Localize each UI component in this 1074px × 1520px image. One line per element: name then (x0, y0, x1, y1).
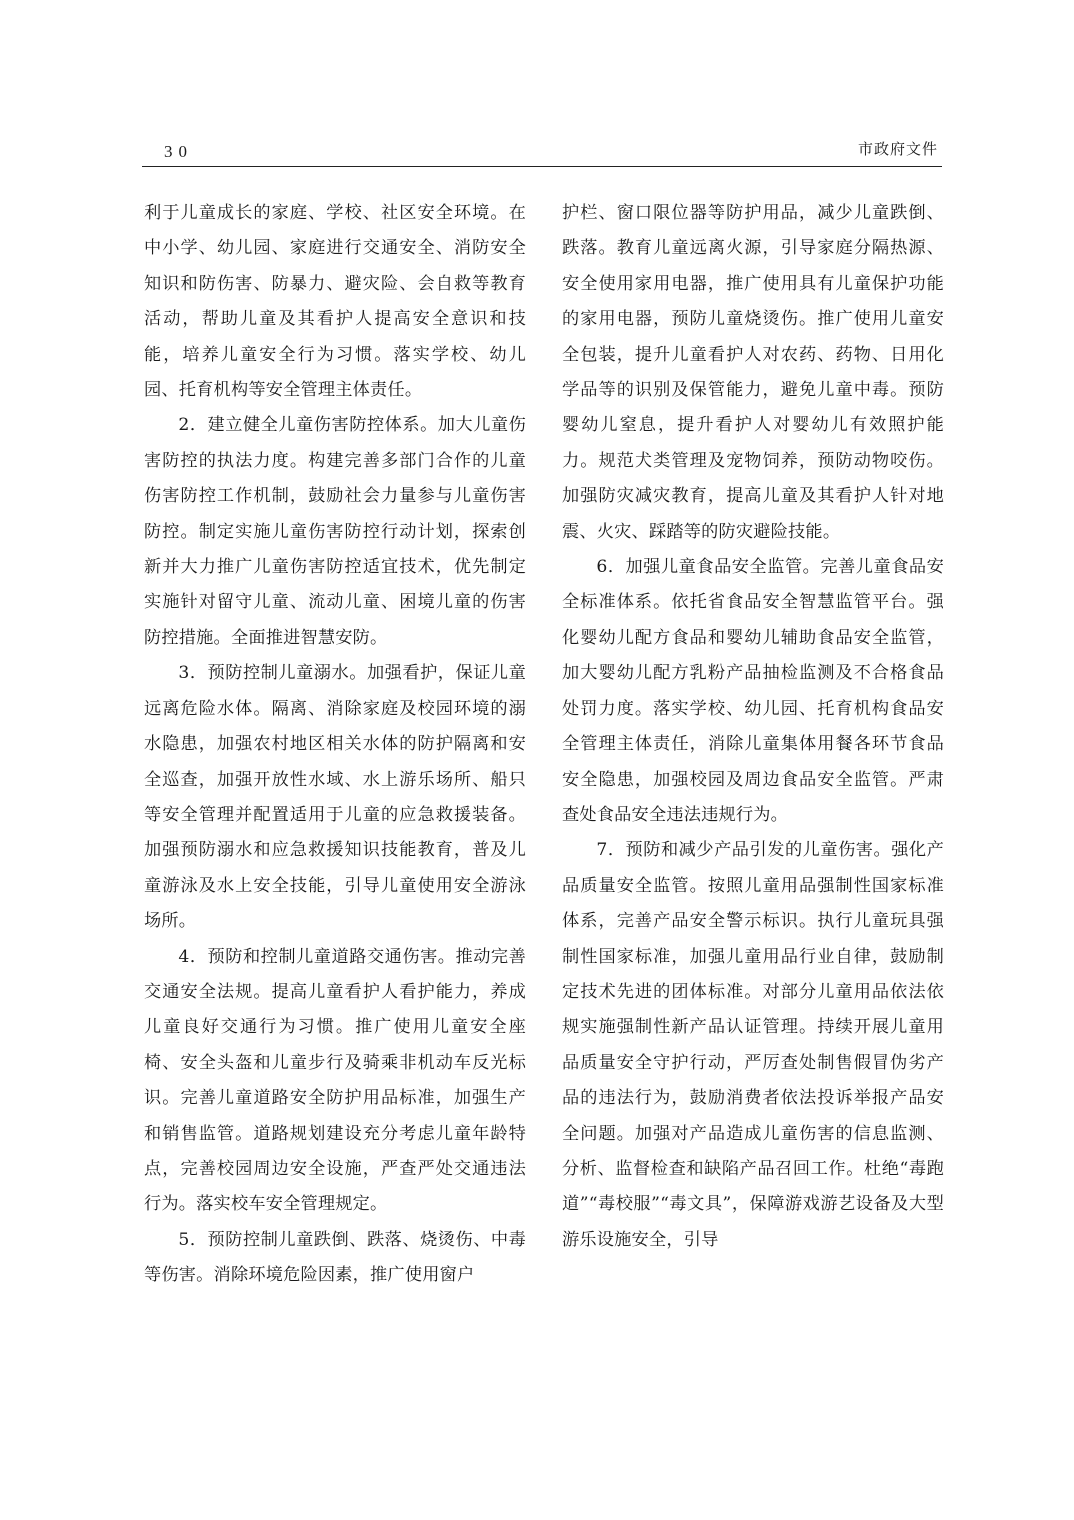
right-column (562, 196, 944, 1258)
paragraph-continued: 利于儿童成长的家庭、学校、社区安全环境。在中小学、幼儿园、家庭进行交通安全、消防安全知识和防伤害、防暴力、避灾险、会自救等教育活动，帮助儿童及其看护人提高安全意识和技能，培养儿童安全行为习惯。落实学校、幼儿园、托育机构等安全管理主体责任。 (144, 203, 526, 401)
paragraph-item-6: 6．加强儿童食品安全监管。完善儿童食品安全标准体系。依托省食品安全智慧监管平台。强化婴幼儿配方食品和婴幼儿辅助食品安全监管，加大婴幼儿配方乳粉产品抽检监测及不合格食品处罚力度。落实学校、幼儿园、托育机构食品安全管理主体责任，消除儿童集体用餐各环节食品安全隐患，加强校园及周边食品安全监管。严肃查处食品安全违法违规行为。 (562, 557, 944, 825)
paragraph-item-4: 4．预防和控制儿童道路交通伤害。推动完善交通安全法规。提高儿童看护人看护能力，养成儿童良好交通行为习惯。推广使用儿童安全座椅、安全头盔和儿童步行及骑乘非机动车反光标识。完善儿童道路安全防护用品标准，加强生产和销售监管。道路规划建设充分考虑儿童年龄特点，完善校园周边安全设施，严查严处交通违法行为。落实校车安全管理规定。 (144, 946, 526, 1215)
page-header (142, 136, 942, 167)
page-number: 30 (164, 142, 193, 161)
left-column (144, 196, 526, 1294)
paragraph-item-2: 2．建立健全儿童伤害防控体系。加大儿童伤害防控的执法力度。构建完善多部门合作的儿童伤害防控工作机制，鼓励社会力量参与儿童伤害防控。制定实施儿童伤害防控行动计划，探索创新并大力推广儿童伤害防控适宜技术，优先制定实施针对留守儿童、流动儿童、困境儿童的伤害防控措施。全面推进智慧安防。 (144, 415, 526, 648)
paragraph-item-3: 3．预防控制儿童溺水。加强看护，保证儿童远离危险水体。隔离、消除家庭及校园环境的溺水隐患，加强农村地区相关水体的防护隔离和安全巡查，加强开放性水域、水上游乐场所、船只等安全管理并配置适用于儿童的应急救援装备。加强预防溺水和应急救援知识技能教育，普及儿童游泳及水上安全技能，引导儿童使用安全游泳场所。 (144, 663, 526, 932)
running-head: 市政府文件 (857, 140, 938, 158)
paragraph-item-5-continued: 护栏、窗口限位器等防护用品，减少儿童跌倒、跌落。教育儿童远离火源，引导家庭分隔热源、安全使用家用电器，推广使用具有儿童保护功能的家用电器，预防儿童烧烫伤。推广使用儿童安全包装，提升儿童看护人对农药、药物、日用化学品等的识别及保管能力，避免儿童中毒。预防婴幼儿窒息，提升看护人对婴幼儿有效照护能力。规范犬类管理及宠物饲养，预防动物咬伤。加强防灾减灾教育，提高儿童及其看护人针对地震、火灾、踩踏等的防灾避险技能。 (562, 203, 944, 542)
paragraph-item-5: 5．预防控制儿童跌倒、跌落、烧烫伤、中毒等伤害。消除环境危险因素，推广使用窗户 (144, 1229, 526, 1286)
paragraph-item-7: 7．预防和减少产品引发的儿童伤害。强化产品质量安全监管。按照儿童用品强制性国家标准体系，完善产品安全警示标识。执行儿童玩具强制性国家标准，加强儿童用品行业自律，鼓励制定技术先进的团体标准。对部分儿童用品依法依规实施强制性新产品认证管理。持续开展儿童用品质量安全守护行动，严厉查处制售假冒伪劣产品的违法行为，鼓励消费者依法投诉举报产品安全问题。加强对产品造成儿童伤害的信息监测、分析、监督检查和缺陷产品召回工作。杜绝“毒跑道”“毒校服”“毒文具”，保障游戏游艺设备及大型游乐设施安全，引导 (562, 840, 944, 1250)
